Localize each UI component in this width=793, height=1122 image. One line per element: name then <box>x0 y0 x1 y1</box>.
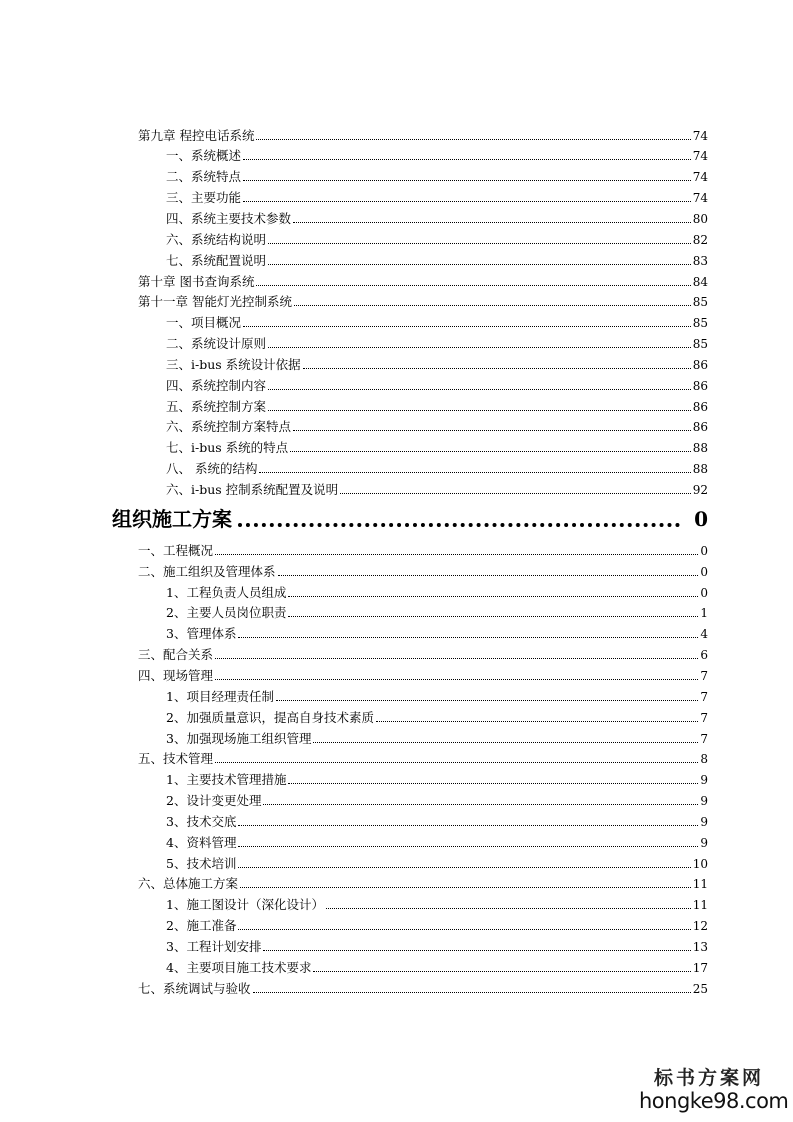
toc-entry-page: 88 <box>692 462 708 476</box>
dot-leader <box>268 388 691 390</box>
dot-leader <box>293 221 691 223</box>
dot-leader <box>326 907 691 909</box>
dot-leader <box>294 304 691 306</box>
toc-entry-label: 第十章 图书查询系统 <box>138 274 255 289</box>
toc-entry[interactable] <box>138 668 708 684</box>
toc-entry[interactable] <box>166 835 708 851</box>
toc-entry-page: 74 <box>692 191 708 205</box>
dot-leader <box>278 574 699 576</box>
toc-entry-label: 二、系统特点 <box>166 169 242 184</box>
toc-entry[interactable] <box>166 710 708 726</box>
watermark-title: 标书方案网 <box>653 1067 764 1089</box>
toc-entry-label: 三、i-bus 系统设计依据 <box>166 357 301 372</box>
toc-entry-label: 1、项目经理责任制 <box>166 689 274 704</box>
toc-entry[interactable] <box>166 169 708 185</box>
dot-leader <box>303 367 691 369</box>
dot-leader <box>313 970 690 972</box>
dot-leader <box>243 325 691 327</box>
toc-entry[interactable] <box>166 605 708 621</box>
toc-entry[interactable] <box>166 461 708 477</box>
toc-entry[interactable] <box>166 772 708 788</box>
dot-leader <box>259 471 690 473</box>
toc-entry-label: 4、资料管理 <box>166 835 237 850</box>
dot-leader <box>215 678 698 680</box>
dot-leader <box>238 845 698 847</box>
toc-entry-page: 0 <box>694 507 708 531</box>
toc-entry-page: 86 <box>692 358 708 372</box>
toc-entry-page: 11 <box>692 898 708 912</box>
toc-entry-label: 组织施工方案 <box>112 507 232 531</box>
toc-entry[interactable] <box>138 274 708 290</box>
dot-leader <box>290 450 691 452</box>
toc-entry-label: 四、系统主要技术参数 <box>166 211 292 226</box>
toc-entry[interactable] <box>166 419 708 435</box>
toc-entry-label: 2、施工准备 <box>166 918 237 933</box>
dot-leader <box>288 782 698 784</box>
dot-leader <box>288 615 698 617</box>
toc-entry-label: 五、技术管理 <box>138 751 214 766</box>
toc-entry-label: 八、 系统的结构 <box>166 461 258 476</box>
toc-entry[interactable] <box>138 981 708 997</box>
toc-entry-page: 13 <box>692 940 708 954</box>
toc-entry-label: 5、技术培训 <box>166 856 237 871</box>
toc-entry-page: 11 <box>692 877 708 891</box>
toc-entry-label: 二、系统设计原则 <box>166 336 267 351</box>
toc-entry-label: 4、主要项目施工技术要求 <box>166 960 312 975</box>
toc-entry-page: 0 <box>700 586 708 600</box>
toc-entry-label: 一、项目概况 <box>166 315 242 330</box>
toc-entry-page: 74 <box>692 129 708 143</box>
toc-entry-page: 25 <box>692 982 708 996</box>
dot-leader <box>238 636 698 638</box>
toc-entry-page: 17 <box>692 961 708 975</box>
toc-entry[interactable] <box>166 960 708 976</box>
toc-entry-page: 6 <box>700 648 708 662</box>
watermark-url: hongke98.com <box>639 1089 789 1113</box>
toc-entry-label: 三、主要功能 <box>166 190 242 205</box>
toc-entry[interactable] <box>138 876 708 892</box>
toc-entry-page: 0 <box>700 544 708 558</box>
toc-entry[interactable] <box>166 378 708 394</box>
toc-entry-page: 7 <box>700 711 708 725</box>
toc-entry[interactable] <box>166 939 708 955</box>
toc-entry-page: 84 <box>692 275 708 289</box>
toc-entry[interactable] <box>138 294 708 310</box>
toc-entry-label: 2、加强质量意识，提高自身技术素质 <box>166 710 374 725</box>
toc-entry-page: 92 <box>692 483 708 497</box>
toc-entry[interactable] <box>166 315 708 331</box>
toc-entry-label: 3、工程计划安排 <box>166 939 262 954</box>
toc-entry[interactable] <box>138 564 708 580</box>
toc-entry-page: 86 <box>692 420 708 434</box>
toc-entry-page: 10 <box>692 857 708 871</box>
toc-entry-page: 7 <box>700 669 708 683</box>
toc-entry-label: 3、管理体系 <box>166 626 237 641</box>
toc-entry[interactable] <box>166 897 708 913</box>
dot-leader <box>263 803 698 805</box>
toc-entry-page: 74 <box>692 170 708 184</box>
toc-entry-page: 12 <box>692 919 708 933</box>
toc-entry-page: 9 <box>700 836 708 850</box>
toc-entry-page: 9 <box>700 815 708 829</box>
dot-leader <box>238 928 690 930</box>
toc-entry[interactable] <box>166 232 708 248</box>
toc-entry-page: 88 <box>692 441 708 455</box>
dot-leader <box>268 409 691 411</box>
toc-entry[interactable] <box>166 336 708 352</box>
toc-entry-label: 3、加强现场施工组织管理 <box>166 731 312 746</box>
toc-entry-page: 7 <box>700 732 708 746</box>
dot-leader <box>243 158 691 160</box>
toc-entry[interactable] <box>138 128 708 144</box>
toc-entry-label: 2、主要人员岗位职责 <box>166 605 287 620</box>
dot-leader <box>215 657 698 659</box>
toc-section-heading[interactable] <box>112 507 708 531</box>
toc-entry-page: 82 <box>692 233 708 247</box>
toc-entry[interactable] <box>166 357 708 373</box>
toc-entry-page: 74 <box>692 149 708 163</box>
toc-entry-page: 80 <box>692 212 708 226</box>
dot-leader <box>253 991 691 993</box>
toc-entry-page: 0 <box>700 565 708 579</box>
toc-entry-label: 六、系统控制方案特点 <box>166 419 292 434</box>
dot-leader <box>240 886 691 888</box>
toc-entry[interactable] <box>166 689 708 705</box>
toc-entry-label: 2、设计变更处理 <box>166 793 262 808</box>
dot-leader <box>256 138 690 140</box>
toc-entry[interactable] <box>166 793 708 809</box>
dot-leader <box>238 522 680 527</box>
toc-entry-label: 1、工程负责人员组成 <box>166 585 287 600</box>
toc-entry-page: 85 <box>692 295 708 309</box>
toc-entry-page: 85 <box>692 337 708 351</box>
toc-entry[interactable] <box>166 148 708 164</box>
toc-entry-label: 第九章 程控电话系统 <box>138 128 255 143</box>
dot-leader <box>376 720 698 722</box>
toc-entry[interactable] <box>166 856 708 872</box>
toc-entry[interactable] <box>138 647 708 663</box>
toc-entry-label: 二、施工组织及管理体系 <box>138 564 276 579</box>
toc-entry-page: 1 <box>700 606 708 620</box>
toc-entry-page: 4 <box>700 627 708 641</box>
dot-leader <box>215 553 698 555</box>
toc-entry-page: 86 <box>692 379 708 393</box>
toc-entry[interactable] <box>166 731 708 747</box>
toc-entry[interactable] <box>166 482 708 498</box>
dot-leader <box>268 263 691 265</box>
toc-entry-page: 9 <box>700 794 708 808</box>
toc-entry[interactable] <box>166 814 708 830</box>
dot-leader <box>243 179 691 181</box>
toc-entry-page: 9 <box>700 773 708 787</box>
watermark-logo <box>639 1067 789 1113</box>
toc-entry-page: 7 <box>700 690 708 704</box>
toc-entry[interactable] <box>166 440 708 456</box>
toc-entry-label: 七、i-bus 系统的特点 <box>166 440 289 455</box>
dot-leader <box>243 200 691 202</box>
toc-entry[interactable] <box>166 918 708 934</box>
toc-entry-label: 六、系统结构说明 <box>166 232 267 247</box>
toc-entry-label: 七、系统调试与验收 <box>138 981 251 996</box>
dot-leader <box>268 346 691 348</box>
toc-entry-label: 一、系统概述 <box>166 148 242 163</box>
toc-entry-page: 83 <box>692 254 708 268</box>
toc-entry[interactable] <box>138 543 708 559</box>
toc-entry-label: 六、总体施工方案 <box>138 876 239 891</box>
dot-leader <box>238 866 690 868</box>
toc-entry[interactable] <box>138 751 708 767</box>
toc-entry-label: 1、主要技术管理措施 <box>166 772 287 787</box>
dot-leader <box>268 242 691 244</box>
toc-entry-label: 六、i-bus 控制系统配置及说明 <box>166 482 339 497</box>
toc-entry-label: 五、系统控制方案 <box>166 399 267 414</box>
toc-entry-label: 四、现场管理 <box>138 668 214 683</box>
toc-entry[interactable] <box>166 190 708 206</box>
toc-entry[interactable] <box>166 211 708 227</box>
toc-entry-label: 四、系统控制内容 <box>166 378 267 393</box>
toc-entry[interactable] <box>166 399 708 415</box>
toc-entry-page: 8 <box>700 752 708 766</box>
dot-leader <box>263 949 690 951</box>
toc-entry-page: 86 <box>692 400 708 414</box>
toc-entry-label: 3、技术交底 <box>166 814 237 829</box>
toc-entry[interactable] <box>166 626 708 642</box>
toc-entry-label: 1、施工图设计（深化设计） <box>166 897 324 912</box>
dot-leader <box>288 595 698 597</box>
toc-entry-page: 85 <box>692 316 708 330</box>
toc-entry-label: 第十一章 智能灯光控制系统 <box>138 294 292 309</box>
dot-leader <box>238 824 698 826</box>
dot-leader <box>340 492 691 494</box>
dot-leader <box>276 699 698 701</box>
dot-leader <box>313 741 698 743</box>
toc-entry-label: 七、系统配置说明 <box>166 253 267 268</box>
dot-leader <box>215 761 698 763</box>
toc-entry[interactable] <box>166 585 708 601</box>
dot-leader <box>293 429 691 431</box>
toc-entry-label: 一、工程概况 <box>138 543 214 558</box>
dot-leader <box>256 284 690 286</box>
toc-entry[interactable] <box>166 253 708 269</box>
toc-entry-label: 三、配合关系 <box>138 647 214 662</box>
